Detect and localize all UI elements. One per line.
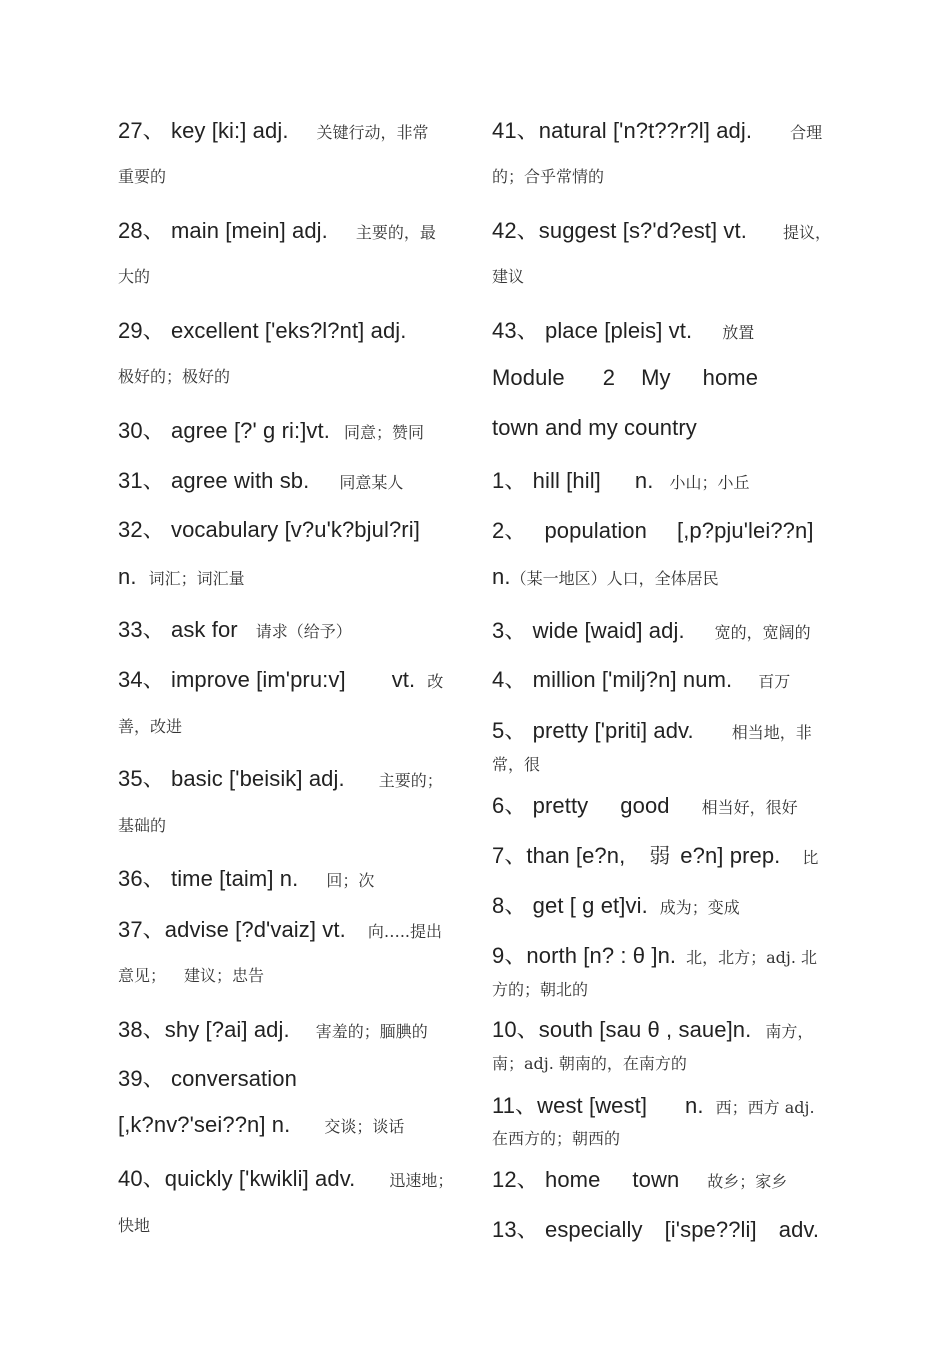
- module-heading: Module 2 My home: [492, 365, 759, 390]
- entry-11-cont: 在西方的；朝西的: [492, 1129, 621, 1148]
- entry-9: 9、north [n? : θ ]n. 北，北方；adj. 北: [492, 943, 818, 968]
- entry-5: 5、 pretty ['priti] adv. 相当地，非: [492, 718, 812, 743]
- entry-9-cont: 方的；朝北的: [492, 980, 589, 999]
- entry-12: 12、 home town 故乡；家乡: [492, 1167, 788, 1192]
- entry-37-cont: 意见； 建议；忠告: [118, 966, 265, 985]
- entry-13: 13、 especially [i'spe??li] adv.: [492, 1217, 820, 1242]
- entry-7: 7、than [e?n, 弱 e?n] prep. 比: [492, 843, 819, 868]
- entry-35-cont: 基础的: [118, 816, 167, 835]
- module-heading-cont: town and my country: [492, 415, 697, 440]
- entry-11: 11、west [west] n. 西；西方 adj.: [492, 1093, 815, 1118]
- entry-41: 41、natural ['n?t??r?l] adj. 合理: [492, 118, 823, 143]
- entry-4: 4、 million ['milj?n] num. 百万: [492, 667, 791, 692]
- entry-27-cont: 重要的: [118, 167, 167, 186]
- entry-32: 32、 vocabulary [v?u'k?bjul?ri]: [118, 517, 420, 542]
- entry-33: 33、 ask for 请求（给予）: [118, 617, 352, 642]
- entry-41-cont: 的；合乎常情的: [492, 167, 605, 186]
- entry-29-cont: 极好的；极好的: [118, 367, 231, 386]
- entry-42-cont: 建议: [492, 267, 525, 286]
- entry-2-cont: n.（某一地区）人口，全体居民: [492, 564, 719, 589]
- entry-28-cont: 大的: [118, 267, 151, 286]
- entry-32-cont: n. 词汇；词汇量: [118, 564, 245, 589]
- entry-40-cont: 快地: [118, 1216, 151, 1235]
- entry-29: 29、 excellent ['eks?l?nt] adj.: [118, 318, 407, 343]
- entry-31: 31、 agree with sb. 同意某人: [118, 468, 404, 493]
- entry-34-cont: 善，改进: [118, 717, 183, 736]
- entry-38: 38、shy [?ai] adj. 害羞的；腼腆的: [118, 1017, 428, 1042]
- entry-5-cont: 常，很: [492, 755, 541, 774]
- entry-10: 10、south [sau θ , saue]n. 南方，: [492, 1017, 814, 1042]
- entry-3: 3、 wide [waid] adj. 宽的，宽阔的: [492, 618, 811, 643]
- entry-27: 27、 key [ki:] adj. 关键行动，非常: [118, 118, 429, 143]
- entry-1: 1、 hill [hil] n. 小山；小丘: [492, 468, 750, 493]
- entry-6: 6、 pretty good 相当好，很好: [492, 793, 798, 818]
- entry-40: 40、quickly ['kwikli] adv. 迅速地；: [118, 1166, 454, 1191]
- entry-42: 42、suggest [s?'d?est] vt. 提议，: [492, 218, 831, 243]
- entry-30: 30、 agree [?' ɡ ri:]vt. 同意；赞同: [118, 418, 424, 443]
- entry-2: 2、 population [,p?pju'lei??n]: [492, 518, 814, 543]
- entry-39: 39、 conversation: [118, 1066, 297, 1091]
- entry-43: 43、 place [pleis] vt. 放置: [492, 318, 755, 343]
- entry-37: 37、advise [?d'vaiz] vt. 向…..提出: [118, 917, 443, 942]
- entry-35: 35、 basic ['beisik] adj. 主要的；: [118, 766, 443, 791]
- entry-28: 28、 main [mein] adj. 主要的，最: [118, 218, 436, 243]
- entry-36: 36、 time [taim] n. 回；次: [118, 866, 375, 891]
- entry-10-cont: 南；adj. 朝南的，在南方的: [492, 1054, 687, 1073]
- entry-8: 8、 get [ ɡ et]vi. 成为；变成: [492, 893, 740, 918]
- entry-39-cont: [,k?nv?'sei??n] n. 交谈；谈话: [118, 1112, 405, 1137]
- entry-34: 34、 improve [im'pru:v] vt. 改: [118, 667, 444, 692]
